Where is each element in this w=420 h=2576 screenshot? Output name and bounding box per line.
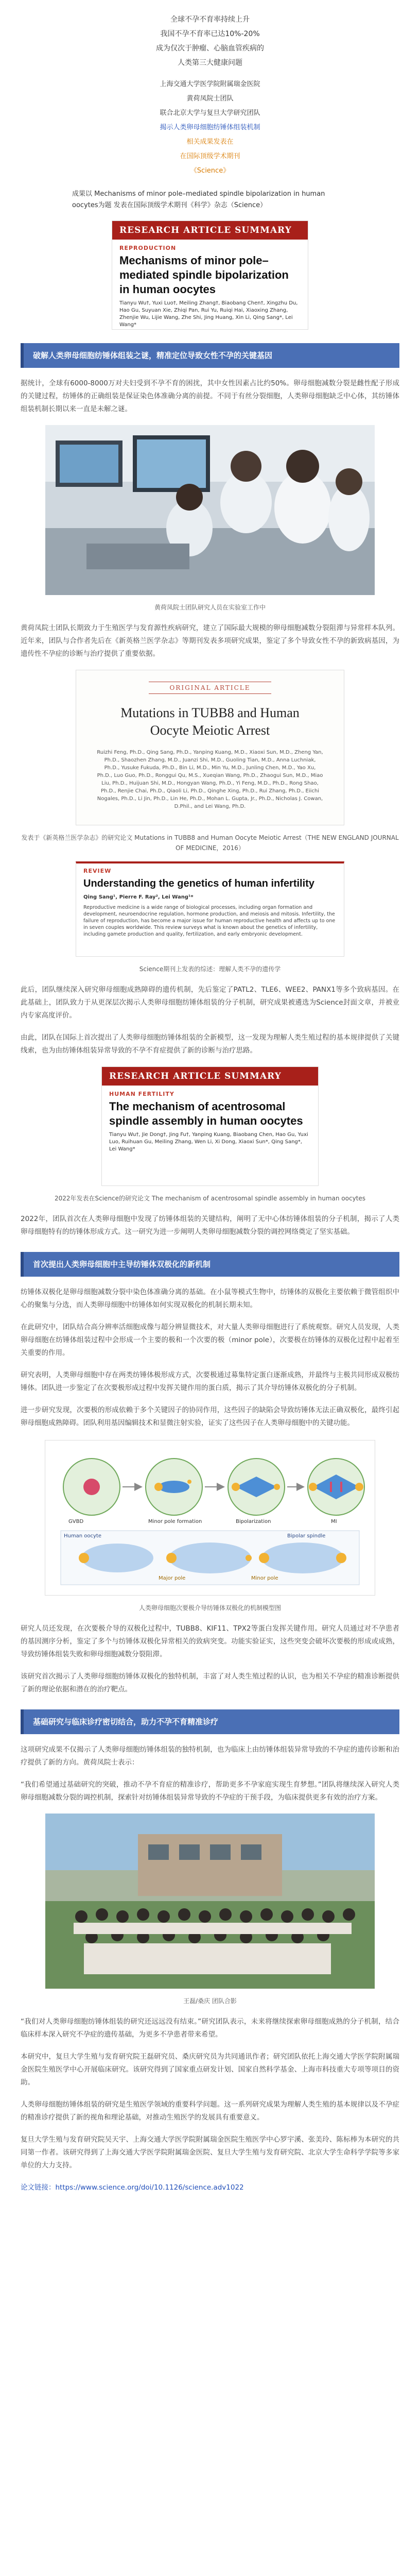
intro-line: 成为仅次于肿瘤、心脑血管疾病的 (156, 44, 264, 53)
paper-title: Mechanisms of minor pole–mediated spindle bipolarization in human oocytes (119, 254, 289, 296)
paragraph: 该研究首次揭示了人类卵母细胞纺锤体双极化的独特机制，丰富了对人类生殖过程的认识，也为相关不孕症的精准诊断提供了新的理论依据和潜在的治疗靶点。 (21, 1672, 399, 1693)
paragraph: “我们对人类卵母细胞纺锤体组装的研究还远远没有结束。”研究团队表示，未来将继续探索卵母细胞成熟的分子机制，结合临床样本深入研究不孕症的遗传基础，为更多不孕患者带来希望。 (21, 2018, 399, 2039)
paragraph: 由此，团队在国际上首次提出了人类卵母细胞纺锤体组装的全新模型，这一发现为理解人类生殖过程的基本规律提供了关键线索，也为由纺锤体组装异常导致的不孕不育症提供了新的诊断与治疗思路。 (21, 1033, 399, 1055)
photo-caption: 王磊/桑庆 团队合影 (183, 1997, 237, 2005)
section-tag: REVIEW (83, 868, 112, 874)
caption-paper1: 成果以 Mechanisms of minor pole–mediated spindle bipolarization in human oocytes为题 发表在国际顶级学术期刊《科学》杂志（Science） (72, 190, 325, 209)
mechanism-diagram (45, 1440, 375, 1595)
paragraph: 人类卵母细胞纺锤体组装的研究是生殖医学领域的重要科学问题。这一系列研究成果为理解人类生殖的基本规律以及不孕症的精准诊疗提供了新的视角和理论基础，对推动生殖医学的发展具有重要意义。 (21, 2100, 399, 2122)
summary-banner: RESEARCH ARTICLE SUMMARY (112, 221, 308, 240)
paper-authors: Tianyu Wu†, Jie Dong†, Jing Fu†, Yanping Kuang, Biaobang Chen, Hao Gu, Yuxi Luo, Ruihuan Gu, Meiling Zhang, Wen Li, Xi Dong, Xiaoxi Sun*, Qing Sang*, Lei Wang* (109, 1132, 308, 1152)
paper-link[interactable]: 论文链接：https://www.science.org/doi/10.1126/science.adv1022 (21, 2183, 244, 2192)
paper-authors: Tianyu Wu†, Yuxi Luo†, Meiling Zhang†, Biaobang Chen†, Xingzhu Du, Hao Gu, Suyuan Xie, Zhiqi Pan, Rui Yu, Ruiqi Hai, Xiaoxing Zhang, Zhenjie Wu, Lijie Wang, Zhe Shi, Jing Huang, Xin Li, Qing Sang*, Lei Wang* (119, 300, 298, 328)
article-type-label: ORIGINAL ARTICLE (149, 682, 271, 694)
figure-caption: 2022年发表在Science的研究论文 The mechanism of acentrosomal spindle assembly in human oocytes (54, 1195, 366, 1202)
section-heading: 基础研究与临床诊疗密切结合，助力不孕不育精准诊疗 (21, 1709, 399, 1734)
intro-line: 全球不孕不育率持续上升 (170, 15, 250, 24)
paragraph: “我们希望通过基础研究的突破，推动不孕不育症的精准诊疗，帮助更多不孕家庭实现生育梦想。”团队将继续深入研究人类卵母细胞减数分裂的调控机制，探索针对纺锤体组装异常导致的不孕症的干预手段，为临床提供更多有效的治疗方案。 (21, 1781, 399, 1802)
group-photo-image (45, 1814, 375, 1989)
stage-panel-3 (228, 1459, 285, 1515)
stage-label: GVBD (68, 1519, 84, 1524)
paper-title: The mechanism of acentrosomal spindle assembly in human oocytes (109, 1100, 303, 1127)
paragraph: 复旦大学生殖与发育研究院吴天宇、上海交通大学医学院附属瑞金医院生殖医学中心罗宇溪、张美玲、陈标棒为本研究的共同第一作者。该研究得到了上海交通大学医学院附属瑞金医院、复旦大学生殖与发育研究院、北京大学生命科学学院等多家单位的大力支持。 (21, 2136, 399, 2170)
figure-caption: Science期刊上发表的综述：理解人类不孕的遗传学 (139, 965, 281, 973)
paragraph: 纺锤体双极化是卵母细胞减数分裂中染色体准确分离的基础。在小鼠等模式生物中，纺锤体的双极化主要依赖于微管组织中心的聚集与分选，而人类卵母细胞中纺锤体如何实现双极化的机制长期未知。 (21, 1288, 399, 1309)
paragraph: 在此研究中，团队结合高分辨率活细胞成像与超分辨显微技术，对大量人类卵母细胞进行了系统观察。研究人员发现，人类卵母细胞在纺锤体组装过程中会形成一个主要的极和一个次要的极（minor pole），次要极在纺锤体的双极化过程中起着至关重要的作用。 (21, 1323, 399, 1357)
diagram-label: Major pole (159, 1575, 186, 1581)
stage-panel-2 (146, 1459, 202, 1515)
paragraph: 这项研究成果不仅揭示了人类卵母细胞纺锤体组装的独特机制，也为临床上由纺锤体组装异常导致的不孕症的遗传诊断和治疗提供了新的方向。黄荷凤院士表示： (21, 1745, 399, 1767)
review-paper-figure (76, 861, 344, 957)
intro-line: 人类第三大健康问题 (178, 59, 242, 67)
intro-line: 在国际顶级学术期刊 (180, 152, 240, 160)
section-heading: 首次提出人类卵母细胞中主导纺锤体双极化的新机制 (21, 1252, 399, 1277)
paragraph: 本研究中，复旦大学生殖与发育研究院王磊研究员、桑庆研究员为共同通讯作者；研究团队依托上海交通大学医学院附属瑞金医院生殖医学中心开展临床研究。该研究得到了国家重点研发计划、国家自然科学基金、上海市科技重大专项等项目的资助。 (21, 2053, 399, 2087)
diagram-label: Minor pole (251, 1575, 278, 1581)
paper-summary-figure (112, 221, 308, 330)
stage-panel-4 (308, 1459, 364, 1515)
section-heading: 破解人类卵母细胞纺锤体组装之谜，精准定位导致女性不孕的关键基因 (21, 343, 399, 368)
nejm-paper-figure (76, 670, 344, 825)
stage-label: Minor pole formation (148, 1519, 202, 1524)
diagram-label: Bipolar spindle (287, 1533, 326, 1539)
intro-line: 联合北京大学与复旦大学研究团队 (160, 109, 260, 117)
paper-title: Mutations in TUBB8 and Human Oocyte Meiotic Arrest (120, 705, 300, 738)
section-tag: REPRODUCTION (119, 245, 177, 251)
intro-line: 相关成果发表在 (186, 138, 234, 146)
group-photo (45, 1814, 375, 1989)
stage-label: Bipolarization (236, 1519, 271, 1524)
paragraph: 据统计，全球有6000-8000万对夫妇受到不孕不育的困扰，其中女性因素占比约50%。卵母细胞减数分裂是雌性配子形成的关键过程，纺锤体的正确组装是保证染色体准确分离的前提。不同于有丝分裂细胞，人类卵母细胞缺乏中心体，其纺锤体组装机制长期以来一直是未解之谜。 (21, 379, 399, 413)
paper-authors: Ruizhi Feng, Ph.D., Qing Sang, Ph.D., Yanping Kuang, M.D., Xiaoxi Sun, M.D., Zheng Yan, Ph.D., Shaozhen Zhang, M.D., Juanzi Shi, M.D., Guoling Tian, M.D., Anna Luchniak, Ph.D., Yusuke Fukuda, Ph.D., Bin Li, M.D., Min Yu, M.D., Junling Chen, M.D., Yao Xu, Ph.D., Luo Guo, Ph.D., Ronggui Qu, M.S., Xueqian Wang, Ph.D., Zhaogui Sun, M.D., Miao Liu, Ph.D., Huijuan Shi, M.D., Hongyan Wang, Ph.D., Yi Feng, M.D., Ph.D., Rong Shao, Ph.D., Renjie Chai, Ph.D., Qiaoli Li, Ph.D., Qinghe Xing, Ph.D., Rui Zhang, Ph.D., Eiichi Nogales, Ph.D., Li Jin, Ph.D., Lin He, Ph.D., Mohan L. Gupta, Jr., Ph.D., Nicholas J. Cowan, D.Phil., and Lei Wang, Ph.D. (97, 750, 323, 809)
paragraph: 此后，团队继续深入研究卵母细胞成熟障碍的遗传机制，先后鉴定了PATL2、TLE6、WEE2、PANX1等多个致病基因。在此基础上，团队致力于从更深层次揭示人类卵母细胞纺锤体组装的分子机制，研究成果被遴选为Science封面文章，并被业内专家高度评价。 (21, 986, 399, 1020)
figure-caption: 人类卵母细胞次要极介导纺锤体双极化的机制模型图 (138, 1604, 281, 1612)
photo-caption: 黄荷凤院士团队研究人员在实验室工作中 (154, 604, 266, 611)
stage-label: MI (331, 1519, 337, 1524)
paragraph: 2022年，团队首次在人类卵母细胞中发现了纺锤体组装的关键结构，阐明了无中心体纺锤体组装的分子机制，揭示了人类卵母细胞特有的纺锤体形成方式。这一研究为进一步阐明人类卵母细胞减数分裂的调控网络奠定了坚实基础。 (21, 1215, 399, 1236)
paragraph: 进一步研究发现，次要极的形成依赖于多个关键因子的协同作用，这些因子的缺陷会导致纺锤体无法正确双极化，最终引起卵母细胞成熟障碍。团队利用基因编辑技术和显微注射实验，证实了这些因子在人类卵母细胞中的关键功能。 (21, 1406, 399, 1427)
intro-line: 我国不孕不育率已达10%-20% (160, 30, 260, 38)
paper-authors: Qing Sang¹, Pierre F. Ray², Lei Wang¹* (83, 894, 194, 900)
paragraph: 研究人员还发现，在次要极介导的双极化过程中，TUBB8、KIF11、TPX2等蛋白发挥关键作用。研究人员通过对不孕患者的基因测序分析，鉴定了多个与纺锤体双极化异常相关的致病突变。功能实验证实，这些突变会破坏次要极的形成或成熟，导致纺锤体组装失败和卵母细胞减数分裂阻滞。 (21, 1624, 399, 1658)
paper-abstract: Reproductive medicine is a wide range of biological processes, including organ formation and development, neuroendocrine regulation, hormone production, and meiosis and mitosis. Infertility, the failure of reproduction, has become a major issue for human reproductive health and affects up to one in seven couples worldwide. This review surveys what is known about the genetics of infertility, including gamete production and quality, fertilization, and early embryonic development. (83, 905, 336, 937)
intro-block (0, 0, 420, 178)
lab-photo (45, 425, 375, 595)
intro-line: 《Science》 (190, 167, 230, 175)
figure-caption: 发表于《新英格兰医学杂志》的研究论文 Mutations in TUBB8 and Human Oocyte Meiotic Arrest（THE NEW ENGLAND JOURNAL OF MEDICINE，2016） (21, 834, 399, 852)
diagram-label: Human oocyte (64, 1533, 101, 1539)
nejm-label-wrap (76, 682, 344, 694)
intro-line: 揭示人类卵母细胞纺锤体组装机制 (160, 124, 260, 131)
intro-line: 上海交通大学医学院附属瑞金医院 (160, 80, 260, 88)
section-tag: HUMAN FERTILITY (109, 1091, 174, 1097)
stage-panel-1 (63, 1459, 120, 1515)
paper-title: Understanding the genetics of human infertility (83, 878, 314, 889)
paper-summary-figure (101, 1066, 319, 1186)
intro-line: 黄荷凤院士团队 (186, 95, 234, 103)
intro-spacer (0, 70, 420, 77)
lab-photo-image (45, 425, 375, 595)
mechanism-figure (45, 1440, 375, 1596)
paragraph: 黄荷凤院士团队长期致力于生殖医学与发育源性疾病研究，建立了国际最大规模的卵母细胞减数分裂阻滞与异常样本队列。近年来，团队与合作者先后在《新英格兰医学杂志》等期刊发表多项研究成果，鉴定了多个导致女性不孕的新致病基因，为遗传性不孕症的诊断与治疗提供了重要依据。 (21, 624, 399, 658)
summary-banner: RESEARCH ARTICLE SUMMARY (102, 1067, 318, 1086)
paragraph: 研究表明，人类卵母细胞中存在两类纺锤体极形成方式，次要极通过募集特定蛋白逐渐成熟，并最终与主极共同形成双极纺锤体。团队进一步鉴定了在次要极形成过程中发挥关键作用的蛋白质，揭示了其介导纺锤体双极化的分子机制。 (21, 1371, 399, 1392)
